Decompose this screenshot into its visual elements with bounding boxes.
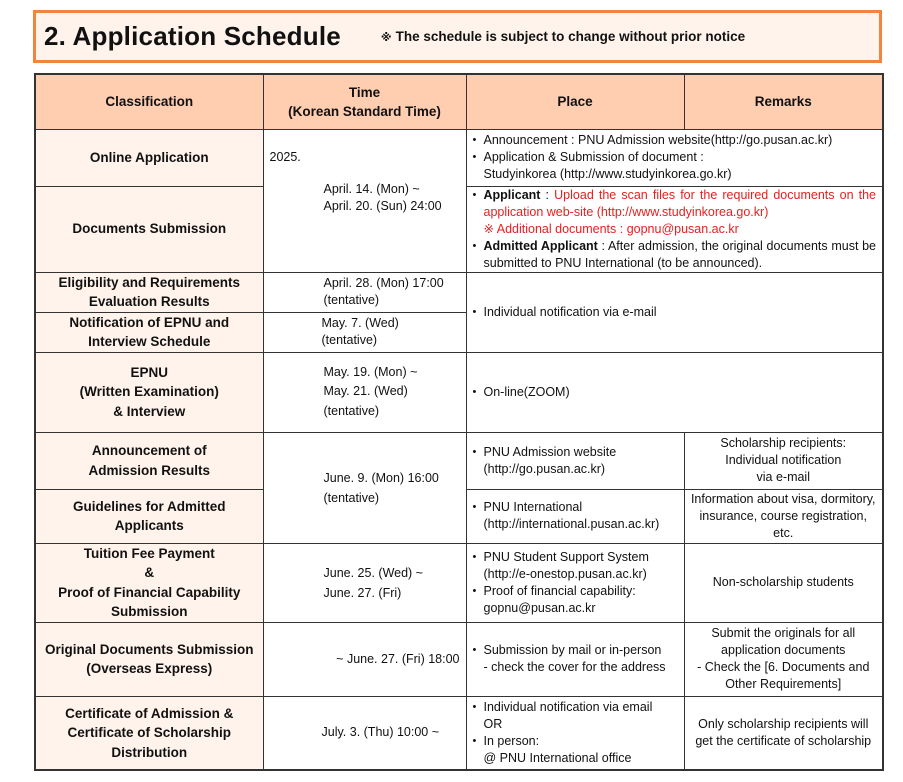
table-row [35, 622, 883, 696]
place-cell: • Applicant : Upload the scan files for the required documents on the application web-site (http://www.studyinkorea.go.kr) ※ Additional documents : gopnu@pusan.ac.kr • Admitted Applicant : After admission, the original documents must be submitted to PNU International (to be announced). [466, 186, 883, 272]
time-cell: ~ June. 27. (Fri) 18:00 [263, 622, 466, 696]
bullet-icon: • [472, 734, 477, 747]
section-title: 2. Application Schedule [44, 21, 341, 51]
bullet-icon: • [472, 239, 477, 252]
place-cell: • On-line(ZOOM) [466, 352, 883, 432]
header-place: Place [466, 74, 684, 129]
schedule-notice: ※ The schedule is subject to change without prior notice [380, 29, 746, 44]
place-cell: • Submission by mail or in-person - check the cover for the address [466, 622, 684, 696]
table-row [35, 272, 883, 312]
time-cell: 2025. April. 14. (Mon) ~ April. 20. (Sun) 24:00 [263, 129, 466, 272]
bullet-icon: • [472, 550, 477, 563]
time-cell: July. 3. (Thu) 10:00 ~ [263, 696, 466, 770]
remark-cell: Only scholarship recipients will get the certificate of scholarship [684, 696, 883, 770]
table-row [35, 696, 883, 770]
classification-cell: Online Application [35, 129, 263, 186]
bullet-icon: • [472, 584, 477, 597]
bullet-icon: • [472, 385, 477, 398]
classification-cell: Eligibility and Requirements Evaluation Results [35, 272, 263, 312]
remark-cell: Non-scholarship students [684, 543, 883, 622]
place-cell: • PNU International (http://international.pusan.ac.kr) [466, 489, 684, 543]
place-cell: • Announcement : PNU Admission website(http://go.pusan.ac.kr) • Application & Submission of document : Studyinkorea (http://www.studyinkorea.go.kr) [466, 129, 883, 186]
classification-cell: Notification of EPNU and Interview Schedule [35, 312, 263, 352]
table-row [35, 352, 883, 432]
bullet-icon: • [472, 445, 477, 458]
classification-cell: Tuition Fee Payment & Proof of Financial Capability Submission [35, 543, 263, 622]
time-cell: May. 19. (Mon) ~ May. 21. (Wed) (tentative) [263, 352, 466, 432]
time-cell: April. 28. (Mon) 17:00 (tentative) [263, 272, 466, 312]
time-cell: June. 25. (Wed) ~ June. 27. (Fri) [263, 543, 466, 622]
classification-cell: Certificate of Admission & Certificate of Scholarship Distribution [35, 696, 263, 770]
place-cell: • PNU Admission website (http://go.pusan.ac.kr) [466, 432, 684, 489]
bullet-icon: • [472, 188, 477, 201]
classification-cell: Documents Submission [35, 186, 263, 272]
table-header-row [35, 74, 883, 129]
section-title-box [33, 10, 882, 63]
reference-mark-icon: ※ [380, 32, 392, 44]
bullet-icon: • [472, 151, 477, 163]
time-cell: May. 7. (Wed) (tentative) [263, 312, 466, 352]
remark-cell: Scholarship recipients: Individual notification via e-mail [684, 432, 883, 489]
place-cell: • Individual notification via e-mail [466, 272, 883, 352]
header-remarks: Remarks [684, 74, 883, 129]
bullet-icon: • [472, 501, 477, 513]
time-cell: June. 9. (Mon) 16:00 (tentative) [263, 432, 466, 543]
remark-cell: Submit the originals for all application documents - Check the [6. Documents and Other Requirements] [684, 622, 883, 696]
header-time: Time (Korean Standard Time) [263, 74, 466, 129]
classification-cell: Original Documents Submission (Overseas Express) [35, 622, 263, 696]
table-row [35, 129, 883, 186]
classification-cell: EPNU (Written Examination) & Interview [35, 352, 263, 432]
place-cell: • Individual notification via email OR • In person: @ PNU International office [466, 696, 684, 770]
table-row [35, 432, 883, 489]
remark-cell: Information about visa, dormitory, insurance, course registration, etc. [684, 489, 883, 543]
place-cell: • PNU Student Support System (http://e-onestop.pusan.ac.kr) • Proof of financial capability: gopnu@pusan.ac.kr [466, 543, 684, 622]
classification-cell: Announcement of Admission Results [35, 432, 263, 489]
bullet-icon: • [472, 644, 477, 656]
header-classification: Classification [35, 74, 263, 129]
bullet-icon: • [472, 134, 477, 146]
application-schedule-table [34, 73, 884, 771]
bullet-icon: • [472, 305, 477, 318]
table-row [35, 543, 883, 622]
bullet-icon: • [472, 700, 477, 713]
classification-cell: Guidelines for Admitted Applicants [35, 489, 263, 543]
